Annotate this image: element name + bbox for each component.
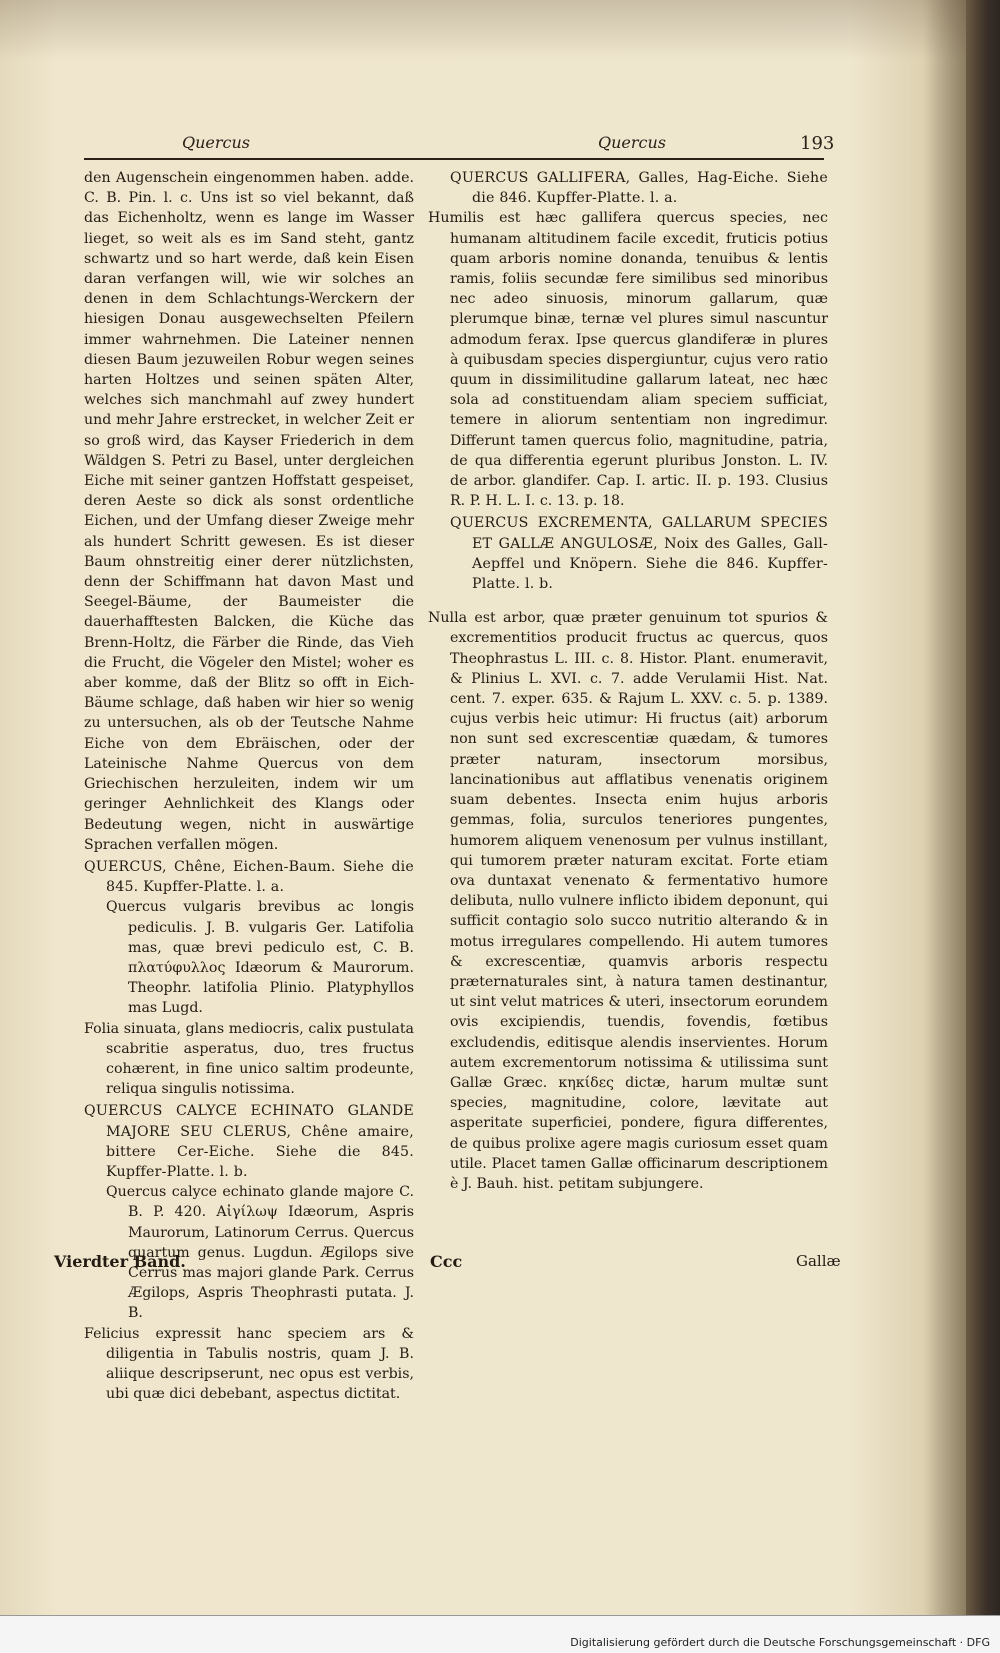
entry-body-quercus-excrementa: Nulla est arbor, quæ præter genuinum tot spurios & excrementitios producit fructus ac quercus, quos Theophrastus L. III. c. 8. Histor. Plant. enumeravit, & Plinius L. XVI. c. 7. adde Verulamii Hist. Nat. cent. 7. exper. 635. & Rajum L. XXV. c. 5. p. 1389. cujus verbis heic utimur: Hi fructus (ait) arborum non sunt sed excrescentiæ quædam, & tumores præter naturam, insectorum morsibus, lancinationibus aut afflatibus venenatis originem suam debentes. Insecta enim hujus arboris gemmas, folia, surculos teneriores pungentes, humorem aliquem venenosum per vulnus instillant, qui tumorem præter naturam excitat. Forte etiam ova duntaxat venenato & fermentativo humore delibuta, nullo vulnere inflicto ibidem deponunt, qui sufficit contagio solo succo nutritio alterando & in motus irregulares compellendo. Hi autem tumores & excrescentiæ, quamvis arboris respectu præternaturales sint, à natura tamen destinantur, ut sint velut matrices & uteri, insectorum eorundem ovis excipiendis, tuendis, fovendis, fœtibus excludendis, editisque alendis inservientes. Horum autem excrementorum notissima & utilissima sunt Gallæ Græc. κηκίδες dictæ, harum multæ sunt species, magnitudine, colore, lævitate aut asperitate superficiei, pondere, figura differentes, de quibus prolixe agere magis curiosum esset quam utile. Placet tamen Gallæ officinarum descriptionem è J. Bauh. hist. petitam subjungere.	[428, 610, 828, 1192]
entry-heading-quercus-excrementa: QUERCUS EXCREMENTA, GALLARUM SPECIES ET GALLÆ ANGULOSÆ, Noix des Galles, Gall-Aepffel und Knöpern. Siehe die 846. Kupffer-Platte. l. b.	[450, 515, 828, 593]
page-number: 193	[800, 133, 835, 154]
entry-heading-quercus: QUERCUS, Chêne, Eichen-Baum. Siehe die 845. Kupffer-Platte. l. a.	[84, 858, 414, 896]
catchword: Gallæ	[796, 1252, 841, 1270]
left-column	[84, 168, 414, 1404]
page-gutter	[922, 0, 966, 1615]
header-rule	[84, 158, 824, 160]
entry-synonyms-quercus: Quercus vulgaris brevibus ac longis pediculis. J. B. vulgaris Ger. Latifolia mas, quæ brevi pediculo est, C. B. πλατύφυλλος Idæorum & Maurorum. Theophr. latifolia Plinio. Platyphyllos mas Lugd.	[106, 899, 414, 1017]
entry-description-quercus: Folia sinuata, glans mediocris, calix pustulata scabritie asperatus, duo, tres fructus cohærent, in fine unico saltim prodeunte, reliqua singulis notissima.	[84, 1020, 414, 1098]
signature-mark: Ccc	[430, 1252, 463, 1271]
entry-heading-quercus-calyce: QUERCUS CALYCE ECHINATO GLANDE MAJORE SEU CLERUS, Chêne amaire, bittere Cer-Eiche. Siehe die 845. Kupffer-Platte. l. b.	[84, 1103, 414, 1180]
dfg-credit: Digitalisierung gefördert durch die Deutsche Forschungsgemeinschaft · DFG	[570, 1636, 990, 1649]
page-shadow	[0, 0, 966, 60]
entry-heading-quercus-gallifera: QUERCUS GALLIFERA, Galles, Hag-Eiche. Siehe die 846. Kupffer-Platte. l. a.	[450, 170, 828, 207]
volume-line: Vierdter Band.	[54, 1252, 186, 1271]
book-edge	[966, 0, 1000, 1615]
header-right-title: Quercus	[598, 133, 667, 152]
entry-body-quercus-gallifera: Humilis est hæc gallifera quercus species, nec humanam altitudinem facile excedit, fruticis potius quam arboris nomine donanda, tenuibus & lentis ramis, foliis secundæ fere similibus sed minoribus nec adeo sinuosis, minorum gallarum, quæ plerumque binæ, ternæ vel plures simul nascuntur admodum ferax. Ipse quercus glandiferæ in plures à quibusdam species dispergiuntur, cujus vero ratio quum in dissimilitudine gallarum lateat, nec hæc sola ad constituendam aliam speciem sufficiat, temere in aliorum sententiam non ingredimur. Differunt tamen quercus folio, magnitudine, patria, de qua differentia egerunt pluribus Jonston. L. IV. de arbor. glandifer. Cap. I. artic. II. p. 193. Clusius R. P. H. L. I. c. 13. p. 18.	[428, 210, 828, 510]
right-column	[428, 168, 828, 1194]
continued-paragraph: den Augenschein eingenommen haben. adde. C. B. Pin. l. c. Uns ist so viel bekannt, daß das Eichenholtz, wenn es lange im Wasser lieget, so weit als es im Sand steht, gantz schwartz und so hart werde, daß kein Eisen daran verfangen will, wie wir solches an denen in dem Schlachtungs-Werckern der hiesigen Donau ausgewechselten Pfeilern immer wahrnehmen. Die Lateiner nennen diesen Baum jezuweilen Robur wegen seines harten Holtzes und seinen späten Alter, welches sich manchmahl auf zwey hundert und mehr Jahre erstrecket, in welcher Zeit er so groß wird, das Kayser Friederich in dem Wäldgen S. Petri zu Basel, unter dergleichen Eiche mit seiner gantzen Hoffstatt gespeiset, deren Aeste so dick als sonst ordentliche Eichen, und der Umfang dieser Zweige mehr als hundert Schritt gewesen. Es ist dieser Baum ohnstreitig einer derer nützlichsten, denn der Schiffmann hat davon Mast und Seegel-Bäume, der Baumeister die dauerhafftesten Balcken, die Küche das Brenn-Holtz, die Färber die Rinde, das Vieh die Frucht, die Vögeler den Mistel; woher es aber komme, daß der Blitz so offt in Eich-Bäume schlage, daß haben wir hier so wenig zu untersuchen, als ob der Teutsche Nahme Eiche von dem Ebräischen, oder der Lateinische Nahme Quercus von dem Griechischen herzuleiten, indem wir um geringer Aehnlichkeit des Klangs oder Bedeutung wegen, nicht in auswärtige Sprachen verfallen mögen.	[84, 170, 414, 853]
credit-bar	[0, 1615, 1000, 1653]
entry-description-quercus-calyce: Felicius expressit hanc speciem ars & diligentia in Tabulis nostris, quam J. B. aliique descripserunt, nec opus est verbis, ubi quæ dici debebant, aspectus dictitat.	[84, 1325, 414, 1403]
running-header	[60, 133, 840, 167]
header-left-title: Quercus	[182, 133, 251, 152]
entry-synonyms-quercus-calyce: Quercus calyce echinato glande majore C. B. P. 420. Αἰγίλωψ Idæorum, Aspris Maurorum, Latinorum Cerrus. Quercus quartum genus. Lugdun. Ægilops sive Cerrus mas majori glande Park. Cerrus Ægilops, Aspris Theophrasti putata. J. B.	[106, 1184, 414, 1322]
